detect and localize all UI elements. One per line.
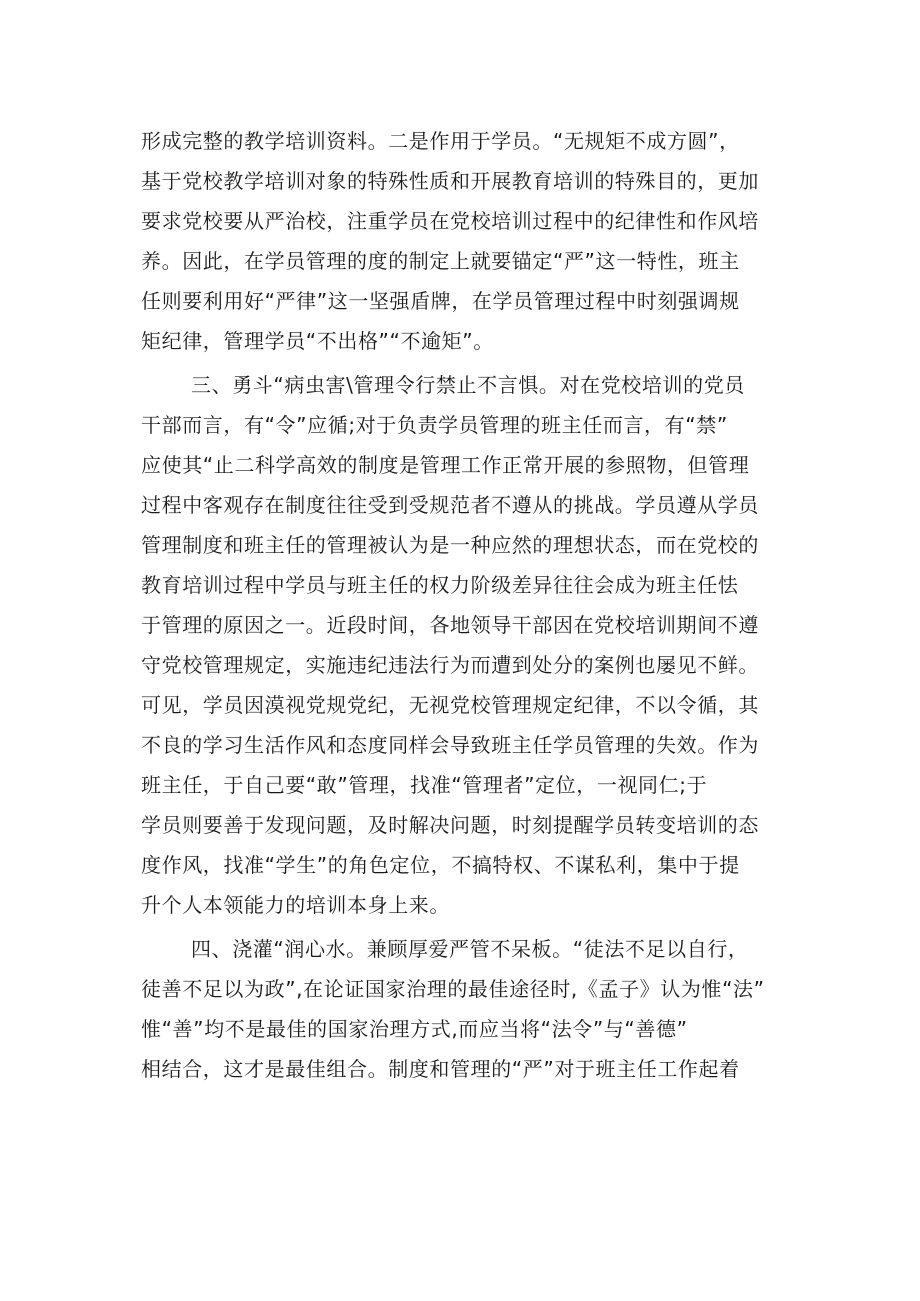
text-line: 于管理的原因之一。近段时间，各地领导干部因在党校培训期间不遵	[141, 613, 759, 637]
text-line: 不良的学习生活作风和态度同样会导致班主任学员管理的失效。作为	[141, 733, 759, 757]
text-line: 干部而言，有“令”应循;对于负责学员管理的班主任而言，有“禁”	[141, 413, 728, 437]
text-line: 学员则要善于发现问题，及时解决问题，时刻提醒学员转变培训的态	[141, 813, 759, 837]
text-line: 基于党校教学培训对象的特殊性质和开展教育培训的特殊目的，更加	[141, 169, 759, 193]
text-line: 要求党校要从严治校，注重学员在党校培训过程中的纪律性和作风培	[141, 209, 759, 233]
text-line: 可见，学员因漠视党规党纪，无视党校管理规定纪律，不以令循，其	[141, 693, 759, 717]
text-line: 惟“善”均不是最佳的国家治理方式,而应当将“法令”与“善德”	[141, 1017, 688, 1041]
paragraph-2-section-three	[141, 365, 797, 925]
document-body	[141, 121, 797, 1093]
text-line: 升个人本领能力的培训本身上来。	[141, 893, 450, 917]
paragraph-1	[141, 121, 797, 361]
paragraph-3-section-four	[141, 929, 797, 1089]
text-line: 管理制度和班主任的管理被认为是一种应然的理想状态，而在党校的	[141, 533, 759, 557]
text-line: 任则要利用好“严律”这一坚强盾牌，在学员管理过程中时刻强调规	[141, 289, 740, 313]
text-line: 教育培训过程中学员与班主任的权力阶级差异往往会成为班主任怯	[141, 573, 739, 597]
text-line: 四、浇灌“润心水。兼顾厚爱严管不呆板。“徒法不足以自行，	[191, 937, 749, 961]
text-line: 养。因此，在学员管理的度的制定上就要锚定“严”这一特性，班主	[141, 249, 740, 273]
text-line: 徒善不足以为政”,在论证国家治理的最佳途径时,《孟子》认为惟“法”	[141, 977, 765, 1001]
text-line: 班主任，于自己要“敢”管理，找准“管理者”定位，一视同仁;于	[141, 773, 708, 797]
text-line: 相结合，这才是最佳组合。制度和管理的“严”对于班主任工作起着	[141, 1057, 740, 1081]
text-line: 度作风，找准“学生”的角色定位，不搞特权、不谋私利，集中于提	[141, 853, 740, 877]
text-line: 过程中客观存在制度往往受到受规范者不遵从的挑战。学员遵从学员	[141, 493, 759, 517]
text-line: 矩纪律，管理学员“不出格”“不逾矩”。	[141, 329, 494, 353]
text-line: 形成完整的教学培训资料。二是作用于学员。“无规矩不成方圆”，	[141, 129, 740, 153]
text-line: 三、勇斗“病虫害\管理令行禁止不言惧。对在党校培训的党员	[191, 373, 745, 397]
text-line: 应使其“止二科学高效的制度是管理工作正常开展的参照物，但管理	[141, 453, 750, 477]
text-line: 守党校管理规定，实施违纪违法行为而遭到处分的案例也屡见不鲜。	[141, 653, 759, 677]
